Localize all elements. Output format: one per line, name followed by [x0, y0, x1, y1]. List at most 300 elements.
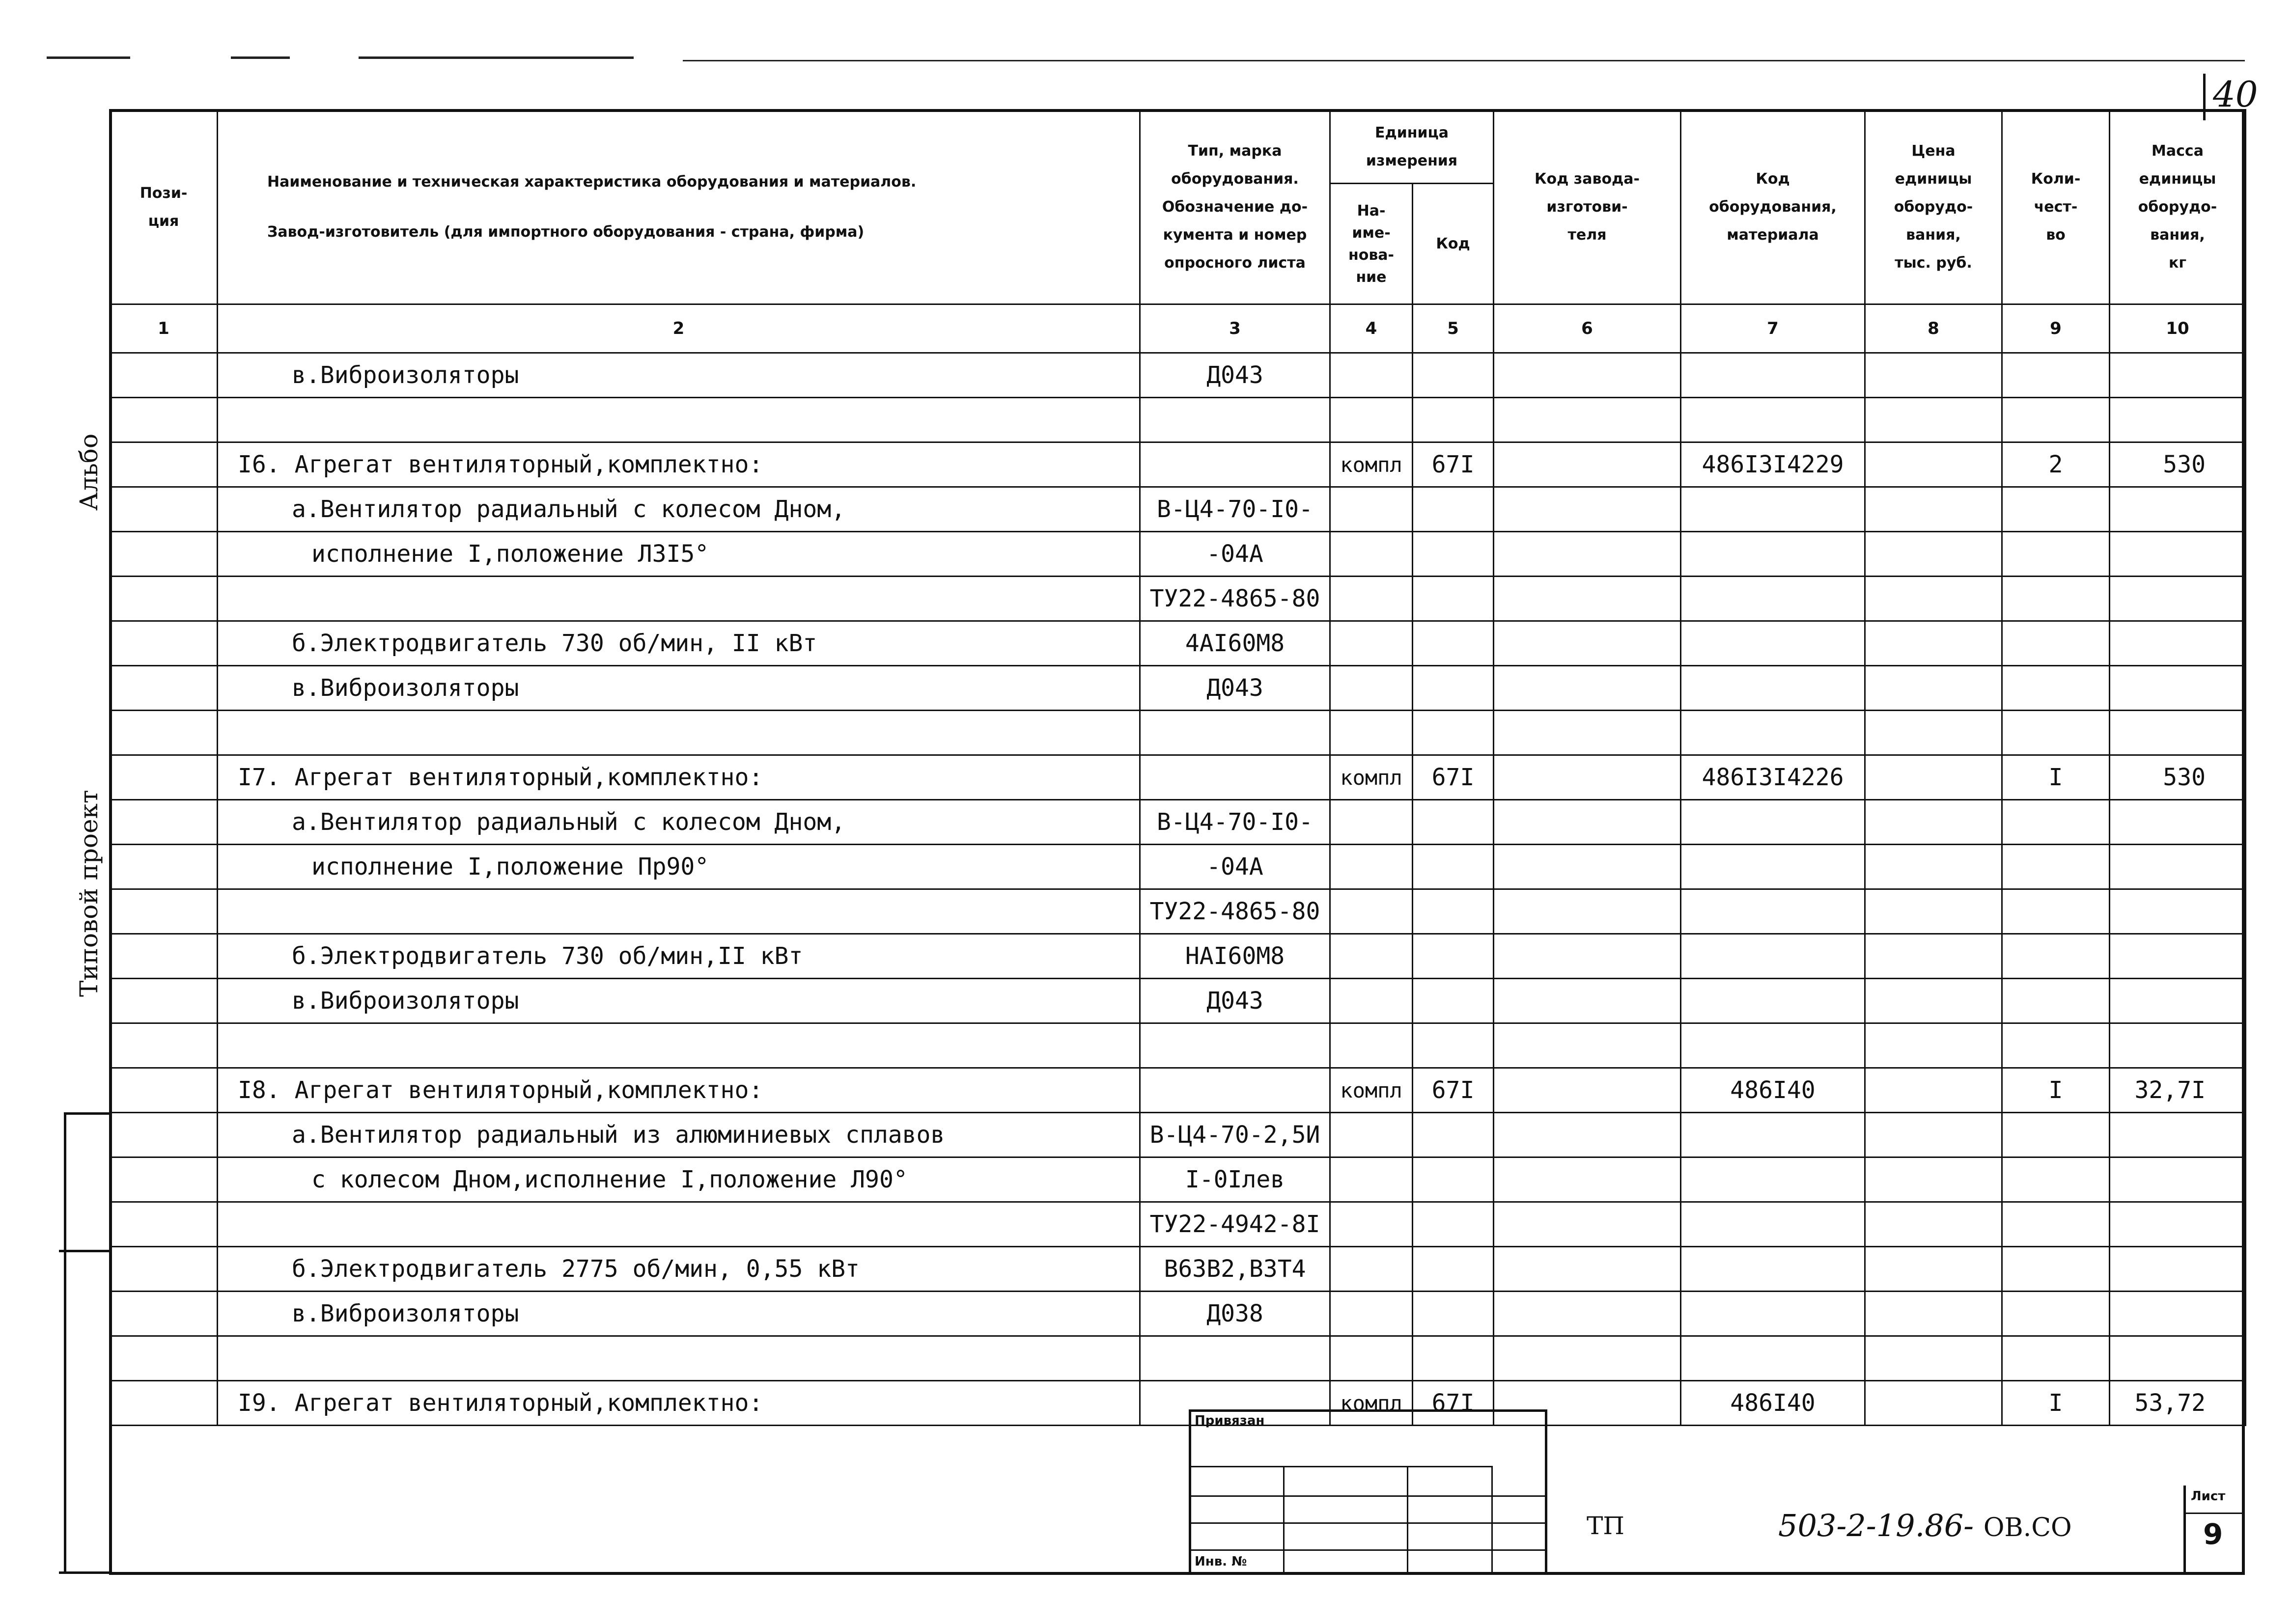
cell-unit-name: [1330, 621, 1413, 666]
cell-mass: 530: [2110, 442, 2246, 487]
cell-equipment-code: [1681, 621, 1865, 666]
scan-artifact-line: [231, 56, 290, 59]
table-row: [110, 442, 2246, 487]
cell-equipment-code: [1681, 711, 1865, 755]
cell-quantity: [2002, 1202, 2110, 1247]
column-number: 6: [1494, 304, 1681, 353]
cell-unit-name: [1330, 666, 1413, 711]
cell-position: [110, 800, 218, 845]
cell-unit-code: [1413, 979, 1494, 1023]
title-code-suffix: ОВ.СО: [1983, 1513, 2072, 1542]
cell-quantity: [2002, 934, 2110, 979]
cell-mass: [2110, 398, 2246, 442]
header-text: опросного листа: [1164, 254, 1306, 272]
column-number: 2: [218, 304, 1140, 353]
cell-name: а.Вентилятор радиальный с колесом Дном,: [218, 800, 1140, 845]
cell-manufacturer-code: [1494, 353, 1681, 398]
cell-unit-name: [1330, 979, 1413, 1023]
cell-quantity: [2002, 666, 2110, 711]
cell-price: [1865, 845, 2002, 889]
cell-price: [1865, 1113, 2002, 1157]
header-text: кг: [2168, 254, 2187, 272]
table-row: [110, 398, 2246, 442]
cell-price: [1865, 1157, 2002, 1202]
header-text: Единица: [1375, 124, 1449, 141]
cell-quantity: [2002, 800, 2110, 845]
column-number: 8: [1865, 304, 2002, 353]
table-row: [110, 755, 2246, 800]
cell-unit-code: 67I: [1413, 1068, 1494, 1113]
cell-equipment-code: [1681, 666, 1865, 711]
table-row: [110, 800, 2246, 845]
header-text: чест-: [2034, 198, 2078, 216]
cell-unit-code: 67I: [1413, 1381, 1494, 1426]
sheet-number-divider: [2183, 1513, 2245, 1514]
cell-name: [218, 711, 1140, 755]
cell-price: [1865, 487, 2002, 532]
cell-manufacturer-code: [1494, 1157, 1681, 1202]
cell-mass: [2110, 1157, 2246, 1202]
header-quantity: [2002, 110, 2110, 304]
cell-equipment-code: [1681, 1202, 1865, 1247]
binding-box-line: [64, 1112, 109, 1115]
cell-unit-code: [1413, 711, 1494, 755]
cell-position: [110, 666, 218, 711]
cell-unit-code: 67I: [1413, 755, 1494, 800]
cell-unit-name: [1330, 487, 1413, 532]
cell-position: [110, 1023, 218, 1068]
cell-position: [110, 1381, 218, 1426]
header-position: [110, 110, 218, 304]
column-number: 10: [2110, 304, 2246, 353]
header-text: оборудования,: [1709, 198, 1837, 216]
header-name: [218, 110, 1140, 304]
cell-equipment-code: [1681, 577, 1865, 621]
side-label-album: Альбо: [75, 433, 103, 511]
header-text: единицы: [2139, 170, 2216, 188]
cell-type: Д043: [1140, 353, 1330, 398]
column-number: 1: [110, 304, 218, 353]
header-text: Код завода-: [1535, 170, 1640, 188]
cell-type: Д043: [1140, 979, 1330, 1023]
cell-mass: 530: [2110, 755, 2246, 800]
cell-quantity: I: [2002, 755, 2110, 800]
cell-type: ТУ22-4942-8I: [1140, 1202, 1330, 1247]
sheet-label: Лист: [2191, 1489, 2226, 1504]
cell-manufacturer-code: [1494, 1247, 1681, 1292]
cell-unit-name: [1330, 1202, 1413, 1247]
cell-unit-code: [1413, 1157, 1494, 1202]
cell-price: [1865, 1247, 2002, 1292]
cell-price: [1865, 1068, 2002, 1113]
cell-manufacturer-code: [1494, 1068, 1681, 1113]
cell-unit-name: [1330, 1336, 1413, 1381]
cell-equipment-code: 486I3I4229: [1681, 442, 1865, 487]
header-text: На-: [1357, 202, 1386, 220]
binding-box-line: [59, 1250, 109, 1252]
cell-equipment-code: [1681, 1336, 1865, 1381]
cell-mass: [2110, 845, 2246, 889]
cell-quantity: [2002, 1292, 2110, 1336]
cell-type: [1140, 755, 1330, 800]
cell-unit-name: [1330, 800, 1413, 845]
cell-price: [1865, 666, 2002, 711]
table-row: [110, 1247, 2246, 1292]
table-row: [110, 845, 2246, 889]
cell-name: [218, 577, 1140, 621]
cell-name: в.Виброизоляторы: [218, 1292, 1140, 1336]
specification-table: [109, 109, 2246, 1426]
cell-price: [1865, 1381, 2002, 1426]
cell-quantity: [2002, 845, 2110, 889]
cell-type: [1140, 398, 1330, 442]
header-text: ние: [1356, 268, 1387, 286]
cell-unit-name: [1330, 1292, 1413, 1336]
title-tp: ТП: [1587, 1512, 1624, 1540]
header-text: нова-: [1348, 246, 1395, 264]
cell-unit-name: [1330, 1157, 1413, 1202]
cell-quantity: 2: [2002, 442, 2110, 487]
header-price: [1865, 110, 2002, 304]
header-equipment-code: [1681, 110, 1865, 304]
cell-unit-name: [1330, 398, 1413, 442]
table-body: [110, 353, 2246, 1426]
cell-position: [110, 711, 218, 755]
cell-mass: [2110, 1023, 2246, 1068]
sheet-number: 9: [2203, 1517, 2223, 1551]
page-number: 40: [2213, 74, 2258, 115]
header-text: Тип, марка: [1188, 142, 1282, 160]
cell-unit-name: [1330, 711, 1413, 755]
stamp-row-line: [1189, 1522, 1547, 1524]
header-text: измерения: [1366, 152, 1458, 169]
cell-manufacturer-code: [1494, 666, 1681, 711]
cell-equipment-code: [1681, 1247, 1865, 1292]
column-number: 5: [1413, 304, 1494, 353]
cell-mass: [2110, 1202, 2246, 1247]
cell-unit-code: 67I: [1413, 442, 1494, 487]
column-number: 3: [1140, 304, 1330, 353]
cell-equipment-code: [1681, 1113, 1865, 1157]
header-text: кумента и номер: [1163, 226, 1307, 244]
binding-box-line: [59, 1571, 109, 1574]
cell-quantity: [2002, 532, 2110, 577]
header-text: Код: [1756, 170, 1790, 188]
cell-type: [1140, 1336, 1330, 1381]
table-row: [110, 979, 2246, 1023]
cell-unit-code: [1413, 666, 1494, 711]
cell-type: [1140, 1068, 1330, 1113]
cell-position: [110, 934, 218, 979]
column-number: 7: [1681, 304, 1865, 353]
header-text: Пози-: [140, 184, 188, 202]
cell-mass: [2110, 800, 2246, 845]
column-number: 9: [2002, 304, 2110, 353]
table-row: [110, 353, 2246, 398]
cell-name: [218, 398, 1140, 442]
cell-position: [110, 1247, 218, 1292]
table-row: [110, 1381, 2246, 1426]
cell-unit-name: [1330, 532, 1413, 577]
cell-name: б.Электродвигатель 730 об/мин,II кВт: [218, 934, 1140, 979]
cell-equipment-code: 486I3I4226: [1681, 755, 1865, 800]
header-text: Масса: [2152, 142, 2204, 160]
cell-mass: [2110, 621, 2246, 666]
cell-manufacturer-code: [1494, 845, 1681, 889]
header-text: вания,: [2150, 226, 2205, 244]
title-document-code: [1778, 1508, 2072, 1543]
cell-mass: [2110, 353, 2246, 398]
cell-quantity: [2002, 1336, 2110, 1381]
cell-price: [1865, 979, 2002, 1023]
cell-manufacturer-code: [1494, 1023, 1681, 1068]
table-row: [110, 487, 2246, 532]
cell-name: б.Электродвигатель 730 об/мин, II кВт: [218, 621, 1140, 666]
cell-price: [1865, 711, 2002, 755]
header-text: оборудо-: [2138, 198, 2217, 216]
cell-name: а.Вентилятор радиальный с колесом Дном,: [218, 487, 1140, 532]
cell-manufacturer-code: [1494, 889, 1681, 934]
header-mass: [2110, 110, 2246, 304]
cell-unit-code: [1413, 1247, 1494, 1292]
cell-position: [110, 1336, 218, 1381]
cell-type: -04А: [1140, 845, 1330, 889]
header-text: име-: [1352, 224, 1391, 242]
cell-unit-code: [1413, 889, 1494, 934]
cell-quantity: [2002, 487, 2110, 532]
cell-position: [110, 845, 218, 889]
cell-equipment-code: [1681, 979, 1865, 1023]
cell-equipment-code: [1681, 800, 1865, 845]
cell-position: [110, 1202, 218, 1247]
cell-mass: [2110, 532, 2246, 577]
cell-type: Д038: [1140, 1292, 1330, 1336]
cell-type: [1140, 711, 1330, 755]
cell-name: исполнение I,положение ЛЗI5°: [218, 532, 1140, 577]
cell-unit-code: [1413, 621, 1494, 666]
cell-unit-name: компл: [1330, 1381, 1413, 1426]
table-header: [110, 110, 2246, 353]
cell-unit-name: [1330, 1113, 1413, 1157]
cell-unit-code: [1413, 934, 1494, 979]
cell-unit-name: [1330, 889, 1413, 934]
cell-position: [110, 487, 218, 532]
cell-manufacturer-code: [1494, 800, 1681, 845]
cell-name: I9. Агрегат вентиляторный,комплектно:: [218, 1381, 1140, 1426]
header-text: единицы: [1895, 170, 1972, 188]
title-code-main: 503-2-19.86-: [1778, 1508, 1974, 1543]
cell-mass: [2110, 1247, 2246, 1292]
binding-box-line: [64, 1112, 66, 1571]
cell-quantity: [2002, 621, 2110, 666]
cell-mass: [2110, 889, 2246, 934]
cell-position: [110, 621, 218, 666]
column-number: 4: [1330, 304, 1413, 353]
cell-price: [1865, 1202, 2002, 1247]
cell-position: [110, 398, 218, 442]
cell-equipment-code: 486I40: [1681, 1381, 1865, 1426]
cell-quantity: I: [2002, 1068, 2110, 1113]
cell-equipment-code: [1681, 889, 1865, 934]
cell-position: [110, 1113, 218, 1157]
table-row: [110, 532, 2246, 577]
cell-price: [1865, 934, 2002, 979]
cell-manufacturer-code: [1494, 487, 1681, 532]
cell-price: [1865, 398, 2002, 442]
cell-unit-name: [1330, 845, 1413, 889]
table-row: [110, 1292, 2246, 1336]
cell-position: [110, 1157, 218, 1202]
cell-manufacturer-code: [1494, 577, 1681, 621]
cell-mass: [2110, 487, 2246, 532]
table-row: [110, 1023, 2246, 1068]
cell-manufacturer-code: [1494, 1292, 1681, 1336]
cell-equipment-code: [1681, 1157, 1865, 1202]
scan-artifact-line: [47, 56, 130, 59]
cell-name: [218, 1023, 1140, 1068]
cell-mass: [2110, 577, 2246, 621]
cell-unit-code: [1413, 532, 1494, 577]
header-text: Наименование и техническая характеристика оборудования и материалов.: [267, 173, 917, 191]
cell-price: [1865, 532, 2002, 577]
cell-quantity: [2002, 711, 2110, 755]
cell-type: НАI60М8: [1140, 934, 1330, 979]
cell-manufacturer-code: [1494, 979, 1681, 1023]
cell-unit-name: [1330, 353, 1413, 398]
cell-price: [1865, 1292, 2002, 1336]
table-row: [110, 1336, 2246, 1381]
cell-manufacturer-code: [1494, 442, 1681, 487]
cell-quantity: [2002, 1157, 2110, 1202]
cell-position: [110, 889, 218, 934]
cell-unit-name: компл: [1330, 442, 1413, 487]
cell-manufacturer-code: [1494, 711, 1681, 755]
header-text: материала: [1727, 226, 1819, 244]
cell-unit-code: [1413, 845, 1494, 889]
cell-unit-code: [1413, 487, 1494, 532]
cell-type: Д043: [1140, 666, 1330, 711]
cell-name: с колесом Дном,исполнение I,положение Л90°: [218, 1157, 1140, 1202]
cell-price: [1865, 755, 2002, 800]
cell-unit-name: [1330, 577, 1413, 621]
cell-price: [1865, 577, 2002, 621]
header-text: вания,: [1906, 226, 1961, 244]
cell-manufacturer-code: [1494, 532, 1681, 577]
column-number-row: [110, 304, 2246, 353]
cell-manufacturer-code: [1494, 755, 1681, 800]
cell-type: [1140, 442, 1330, 487]
cell-unit-name: [1330, 1247, 1413, 1292]
cell-quantity: [2002, 353, 2110, 398]
cell-type: В-Ц4-70-I0-: [1140, 487, 1330, 532]
cell-quantity: [2002, 1023, 2110, 1068]
table-row: [110, 1157, 2246, 1202]
cell-mass: [2110, 666, 2246, 711]
cell-price: [1865, 1336, 2002, 1381]
table-row: [110, 577, 2246, 621]
header-unit-group: [1330, 110, 1494, 184]
cell-manufacturer-code: [1494, 934, 1681, 979]
cell-name: б.Электродвигатель 2775 об/мин, 0,55 кВт: [218, 1247, 1140, 1292]
cell-quantity: [2002, 1113, 2110, 1157]
cell-unit-code: [1413, 1336, 1494, 1381]
cell-position: [110, 442, 218, 487]
cell-type: В63В2,В3Т4: [1140, 1247, 1330, 1292]
cell-name: I8. Агрегат вентиляторный,комплектно:: [218, 1068, 1140, 1113]
header-text: ция: [148, 212, 179, 230]
cell-unit-code: [1413, 1023, 1494, 1068]
cell-unit-name: компл: [1330, 1068, 1413, 1113]
cell-manufacturer-code: [1494, 1202, 1681, 1247]
header-text: теля: [1567, 226, 1607, 244]
cell-equipment-code: [1681, 398, 1865, 442]
cell-equipment-code: [1681, 487, 1865, 532]
cell-unit-name: [1330, 934, 1413, 979]
stamp-privyazan: Привязан: [1195, 1413, 1265, 1428]
header-unit-name: [1330, 184, 1413, 304]
header-text: оборудо-: [1894, 198, 1973, 216]
scan-artifact-line: [359, 56, 634, 59]
cell-mass: 53,72: [2110, 1381, 2246, 1426]
cell-position: [110, 353, 218, 398]
cell-price: [1865, 353, 2002, 398]
stamp-cell: [1407, 1466, 1493, 1575]
cell-quantity: [2002, 889, 2110, 934]
header-text: во: [2046, 226, 2066, 244]
cell-name: в.Виброизоляторы: [218, 353, 1140, 398]
cell-name: а.Вентилятор радиальный из алюминиевых сплавов: [218, 1113, 1140, 1157]
cell-position: [110, 532, 218, 577]
cell-equipment-code: [1681, 532, 1865, 577]
cell-unit-name: компл: [1330, 755, 1413, 800]
cell-price: [1865, 800, 2002, 845]
cell-position: [110, 1292, 218, 1336]
cell-name: в.Виброизоляторы: [218, 979, 1140, 1023]
cell-mass: [2110, 1336, 2246, 1381]
cell-type: ТУ22-4865-80: [1140, 889, 1330, 934]
cell-type: [1140, 1023, 1330, 1068]
cell-unit-code: [1413, 398, 1494, 442]
cell-unit-code: [1413, 1113, 1494, 1157]
cell-unit-code: [1413, 800, 1494, 845]
table-row: [110, 1068, 2246, 1113]
cell-name: [218, 1202, 1140, 1247]
cell-quantity: [2002, 979, 2110, 1023]
cell-name: в.Виброизоляторы: [218, 666, 1140, 711]
cell-type: -04А: [1140, 532, 1330, 577]
header-text: Завод-изготовитель (для импортного оборудования - страна, фирма): [267, 223, 865, 241]
cell-mass: [2110, 979, 2246, 1023]
table-row: [110, 934, 2246, 979]
cell-type: I-0Iлев: [1140, 1157, 1330, 1202]
cell-price: [1865, 1023, 2002, 1068]
cell-manufacturer-code: [1494, 398, 1681, 442]
cell-manufacturer-code: [1494, 1336, 1681, 1381]
cell-position: [110, 577, 218, 621]
cell-mass: 32,7I: [2110, 1068, 2246, 1113]
cell-price: [1865, 442, 2002, 487]
cell-unit-name: [1330, 1023, 1413, 1068]
cell-type: В-Ц4-70-2,5И: [1140, 1113, 1330, 1157]
header-type: [1140, 110, 1330, 304]
cell-type: ТУ22-4865-80: [1140, 577, 1330, 621]
cell-name: [218, 1336, 1140, 1381]
cell-equipment-code: [1681, 353, 1865, 398]
cell-name: I6. Агрегат вентиляторный,комплектно:: [218, 442, 1140, 487]
table-row: [110, 1202, 2246, 1247]
cell-position: [110, 755, 218, 800]
cell-equipment-code: 486I40: [1681, 1068, 1865, 1113]
